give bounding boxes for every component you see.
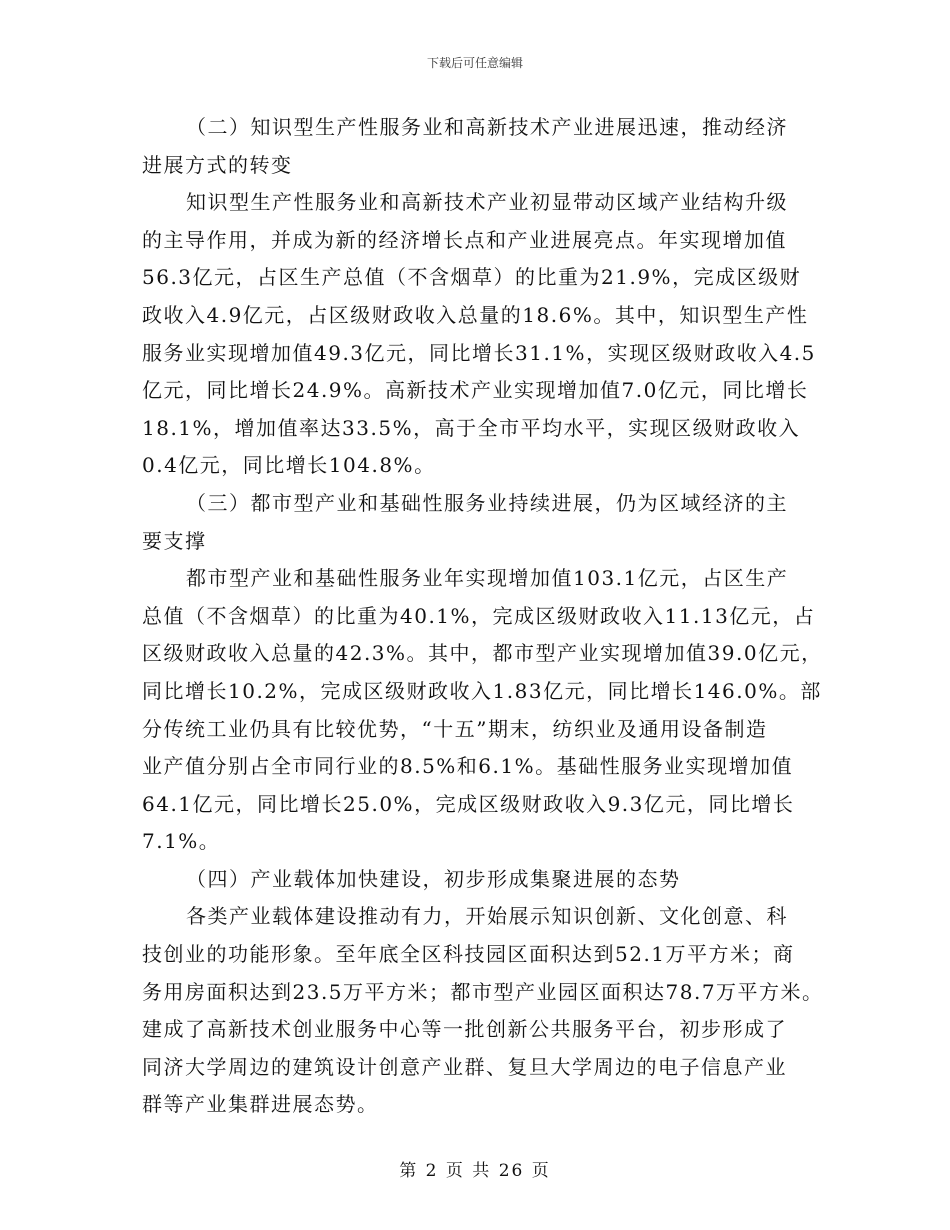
text-line: 服务业实现增加值49.3亿元，同比增长31.1%，实现区级财政收入4.5	[142, 340, 816, 365]
text-line: 各类产业载体建设推动有力，开始展示知识创新、文化创意、科	[186, 904, 788, 929]
text-line: 区级财政收入总量的42.3%。其中，都市型产业实现增加值39.0亿元，	[142, 641, 823, 666]
page-footer: 第 2 页 共 26 页	[399, 1161, 551, 1181]
text-line: 64.1亿元，同比增长25.0%，完成区级财政收入9.3亿元，同比增长	[142, 791, 795, 816]
text-line: 群等产业集群进展态势。	[142, 1092, 379, 1117]
text-line: 政收入4.9亿元，占区级财政收入总量的18.6%。其中，知识型生产性	[142, 302, 809, 327]
text-line: 总值（不含烟草）的比重为40.1%，完成区级财政收入11.13亿元，占	[142, 603, 816, 628]
text-line: 18.1%，增加值率达33.5%，高于全市平均水平，实现区级财政收入	[142, 415, 801, 440]
text-line: 务用房面积达到23.5万平方米；都市型产业园区面积达78.7万平方米。	[142, 979, 824, 1004]
text-line: 进展方式的转变	[142, 152, 293, 177]
text-line: 业产值分别占全市同行业的8.5%和6.1%。基础性服务业实现增加值	[142, 754, 794, 779]
text-line: 0.4亿元，同比增长104.8%。	[142, 453, 436, 478]
text-line: 亿元，同比增长24.9%。高新技术产业实现增加值7.0亿元，同比增长	[142, 378, 809, 403]
text-line: 技创业的功能形象。至年底全区科技园区面积达到52.1万平方米；商	[142, 942, 795, 967]
text-line: 同济大学周边的建筑设计创意产业群、复旦大学周边的电子信息产业	[142, 1054, 787, 1079]
page-header: 下载后可任意编辑	[426, 56, 523, 70]
text-line: 7.1%。	[142, 829, 221, 854]
text-line: 要支撑	[142, 528, 207, 553]
text-line: （三）都市型产业和基础性服务业持续进展，仍为区域经济的主	[186, 490, 788, 515]
text-line: 都市型产业和基础性服务业年实现增加值103.1亿元，占区生产	[186, 566, 789, 591]
text-line: 的主导作用，并成为新的经济增长点和产业进展亮点。年实现增加值	[142, 227, 787, 252]
document-body	[140, 109, 824, 1124]
text-line: 56.3亿元，占区生产总值（不含烟草）的比重为21.9%，完成区级财	[142, 265, 802, 290]
text-line: （二）知识型生产性服务业和高新技术产业进展迅速，推动经济	[186, 115, 788, 139]
text-line: 知识型生产性服务业和高新技术产业初显带动区域产业结构升级	[186, 190, 788, 215]
text-line: 分传统工业仍具有比较优势，“十五”期末，纺织业及通用设备制造	[142, 716, 768, 741]
text-line: （四）产业载体加快建设，初步形成集聚进展的态势	[186, 866, 681, 891]
text-line: 同比增长10.2%，完成区级财政收入1.83亿元，同比增长146.0%。部	[142, 678, 822, 703]
text-line: 建成了高新技术创业服务中心等一批创新公共服务平台，初步形成了	[142, 1017, 787, 1042]
